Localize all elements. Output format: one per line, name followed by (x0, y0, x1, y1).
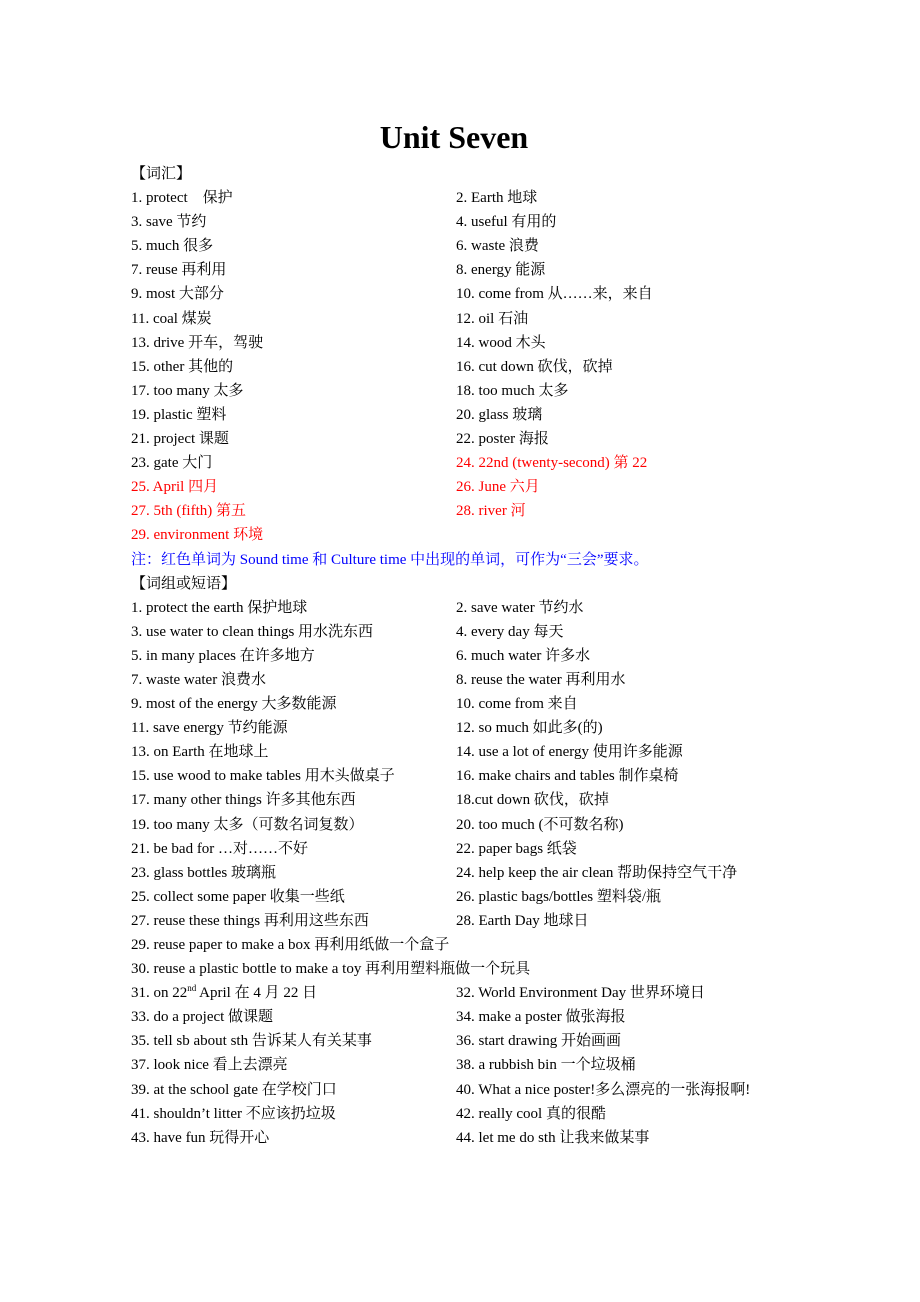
phrase-item: 12. so much 如此多(的) (456, 720, 603, 737)
phrase-item: 5. in many places 在许多地方 (131, 647, 315, 664)
vocab-item: 3. save 节约 (131, 214, 207, 231)
phrase-item: 35. tell sb about sth 告诉某人有关某事 (131, 1033, 372, 1050)
phrase-item: 13. on Earth 在地球上 (131, 744, 269, 761)
phrase-item: 21. be bad for …对……不好 (131, 840, 309, 857)
vocab-item: 22. poster 海报 (456, 431, 549, 448)
phrase-item: 3. use water to clean things 用水洗东西 (131, 623, 374, 640)
vocab-item: 2. Earth 地球 (456, 190, 538, 207)
document-page (131, 118, 811, 1150)
phrase-text-part: 31. on 22 (131, 985, 188, 1002)
phrase-item: 26. plastic bags/bottles 塑料袋/瓶 (456, 888, 661, 905)
vocab-item: 21. project 课题 (131, 431, 229, 448)
phrase-item: 28. Earth Day 地球日 (456, 912, 589, 929)
phrase-item: 40. What a nice poster!多么漂亮的一张海报啊! (456, 1081, 751, 1098)
phrase-item: 44. let me do sth 让我来做某事 (456, 1129, 650, 1146)
phrase-item: 42. really cool 真的很酷 (456, 1105, 606, 1122)
vocab-item: 15. other 其他的 (131, 358, 234, 375)
page-title: Unit Seven (379, 119, 529, 155)
phrase-text-part: April 在 4 月 22 日 (196, 985, 318, 1002)
vocab-item: 23. gate 大门 (131, 455, 213, 472)
phrase-item: 4. every day 每天 (456, 623, 564, 640)
phrase-item: 37. look nice 看上去漂亮 (131, 1057, 288, 1074)
phrases-list (131, 596, 811, 1150)
phrase-item: 15. use wood to make tables 用木头做桌子 (131, 768, 395, 785)
phrase-item: 32. World Environment Day 世界环境日 (456, 985, 705, 1002)
vocab-item: 11. coal 煤炭 (131, 310, 212, 327)
phrase-item: 38. a rubbish bin 一个垃圾桶 (456, 1057, 636, 1074)
phrase-item: 43. have fun 玩得开心 (131, 1129, 270, 1146)
phrase-item: 30. reuse a plastic bottle to make a toy 再利用塑料瓶做一个玩具 (131, 961, 531, 978)
vocab-item: 19. plastic 塑料 (131, 406, 227, 423)
phrase-item: 17. many other things 许多其他东西 (131, 792, 356, 809)
vocab-item: 1. protect 保护 (131, 190, 233, 207)
vocab-item: 25. April 四月 (131, 479, 219, 496)
vocab-item: 7. reuse 再利用 (131, 262, 227, 279)
vocab-list (131, 186, 811, 547)
phrase-item: 27. reuse these things 再利用这些东西 (131, 912, 369, 929)
phrase-item: 20. too much (不可数名称) (456, 816, 624, 833)
vocab-item: 4. useful 有用的 (456, 214, 557, 231)
phrase-item: 29. reuse paper to make a box 再利用纸做一个盒子 (131, 937, 450, 953)
vocab-section-header: 【词汇】 (131, 166, 192, 182)
phrase-item: 34. make a poster 做张海报 (456, 1009, 626, 1026)
phrase-item: 33. do a project 做课题 (131, 1009, 274, 1026)
vocab-item: 27. 5th (fifth) 第五 (131, 503, 246, 520)
phrase-item: 2. save water 节约水 (456, 599, 584, 616)
vocab-item: 8. energy 能源 (456, 262, 546, 279)
vocab-item: 14. wood 木头 (456, 334, 546, 351)
vocab-item: 24. 22nd (twenty-second) 第 22 (456, 455, 648, 472)
vocab-item: 5. much 很多 (131, 238, 214, 255)
vocab-item: 26. June 六月 (456, 479, 540, 496)
phrase-item: 16. make chairs and tables 制作桌椅 (456, 768, 679, 785)
ordinal-superscript: nd (187, 983, 197, 994)
vocab-item: 9. most 大部分 (131, 286, 224, 303)
vocab-item: 13. drive 开车，驾驶 (131, 334, 264, 351)
phrase-item: 11. save energy 节约能源 (131, 720, 288, 737)
phrase-item: 18.cut down 砍伐，砍掉 (456, 792, 609, 809)
vocab-item: 12. oil 石油 (456, 310, 529, 327)
phrase-item: 10. come from 来自 (456, 696, 578, 713)
phrase-item: 25. collect some paper 收集一些纸 (131, 888, 345, 905)
phrase-item: 23. glass bottles 玻璃瓶 (131, 864, 276, 881)
phrase-item: 7. waste water 浪费水 (131, 671, 266, 688)
phrase-item: 9. most of the energy 大多数能源 (131, 696, 337, 713)
vocab-item: 18. too much 太多 (456, 382, 569, 399)
phrase-item: 22. paper bags 纸袋 (456, 840, 577, 857)
phrase-item: 8. reuse the water 再利用水 (456, 671, 626, 688)
phrase-item: 41. shouldn’t litter 不应该扔垃圾 (131, 1105, 336, 1122)
vocab-note: 注：红色单词为 Sound time 和 Culture time 中出现的单词，可作为“三会”要求。 (131, 551, 649, 568)
vocab-item: 6. waste 浪费 (456, 238, 539, 255)
phrase-item (131, 981, 456, 1005)
vocab-item: 20. glass 玻璃 (456, 406, 543, 423)
vocab-item: 17. too many 太多 (131, 382, 244, 399)
phrase-item: 6. much water 许多水 (456, 647, 591, 664)
phrases-section-header: 【词组或短语】 (131, 575, 237, 592)
phrase-item: 19. too many 太多（可数名词复数） (131, 816, 364, 833)
vocab-item: 16. cut down 砍伐，砍掉 (456, 358, 613, 375)
phrase-item: 14. use a lot of energy 使用许多能源 (456, 744, 683, 761)
phrase-item: 1. protect the earth 保护地球 (131, 599, 308, 616)
vocab-item: 28. river 河 (456, 503, 526, 520)
phrase-item: 39. at the school gate 在学校门口 (131, 1081, 337, 1098)
vocab-item: 10. come from 从……来，来自 (456, 286, 653, 303)
vocab-item: 29. environment 环境 (131, 527, 264, 544)
phrase-item: 24. help keep the air clean 帮助保持空气干净 (456, 864, 738, 881)
phrase-item: 36. start drawing 开始画画 (456, 1033, 621, 1050)
